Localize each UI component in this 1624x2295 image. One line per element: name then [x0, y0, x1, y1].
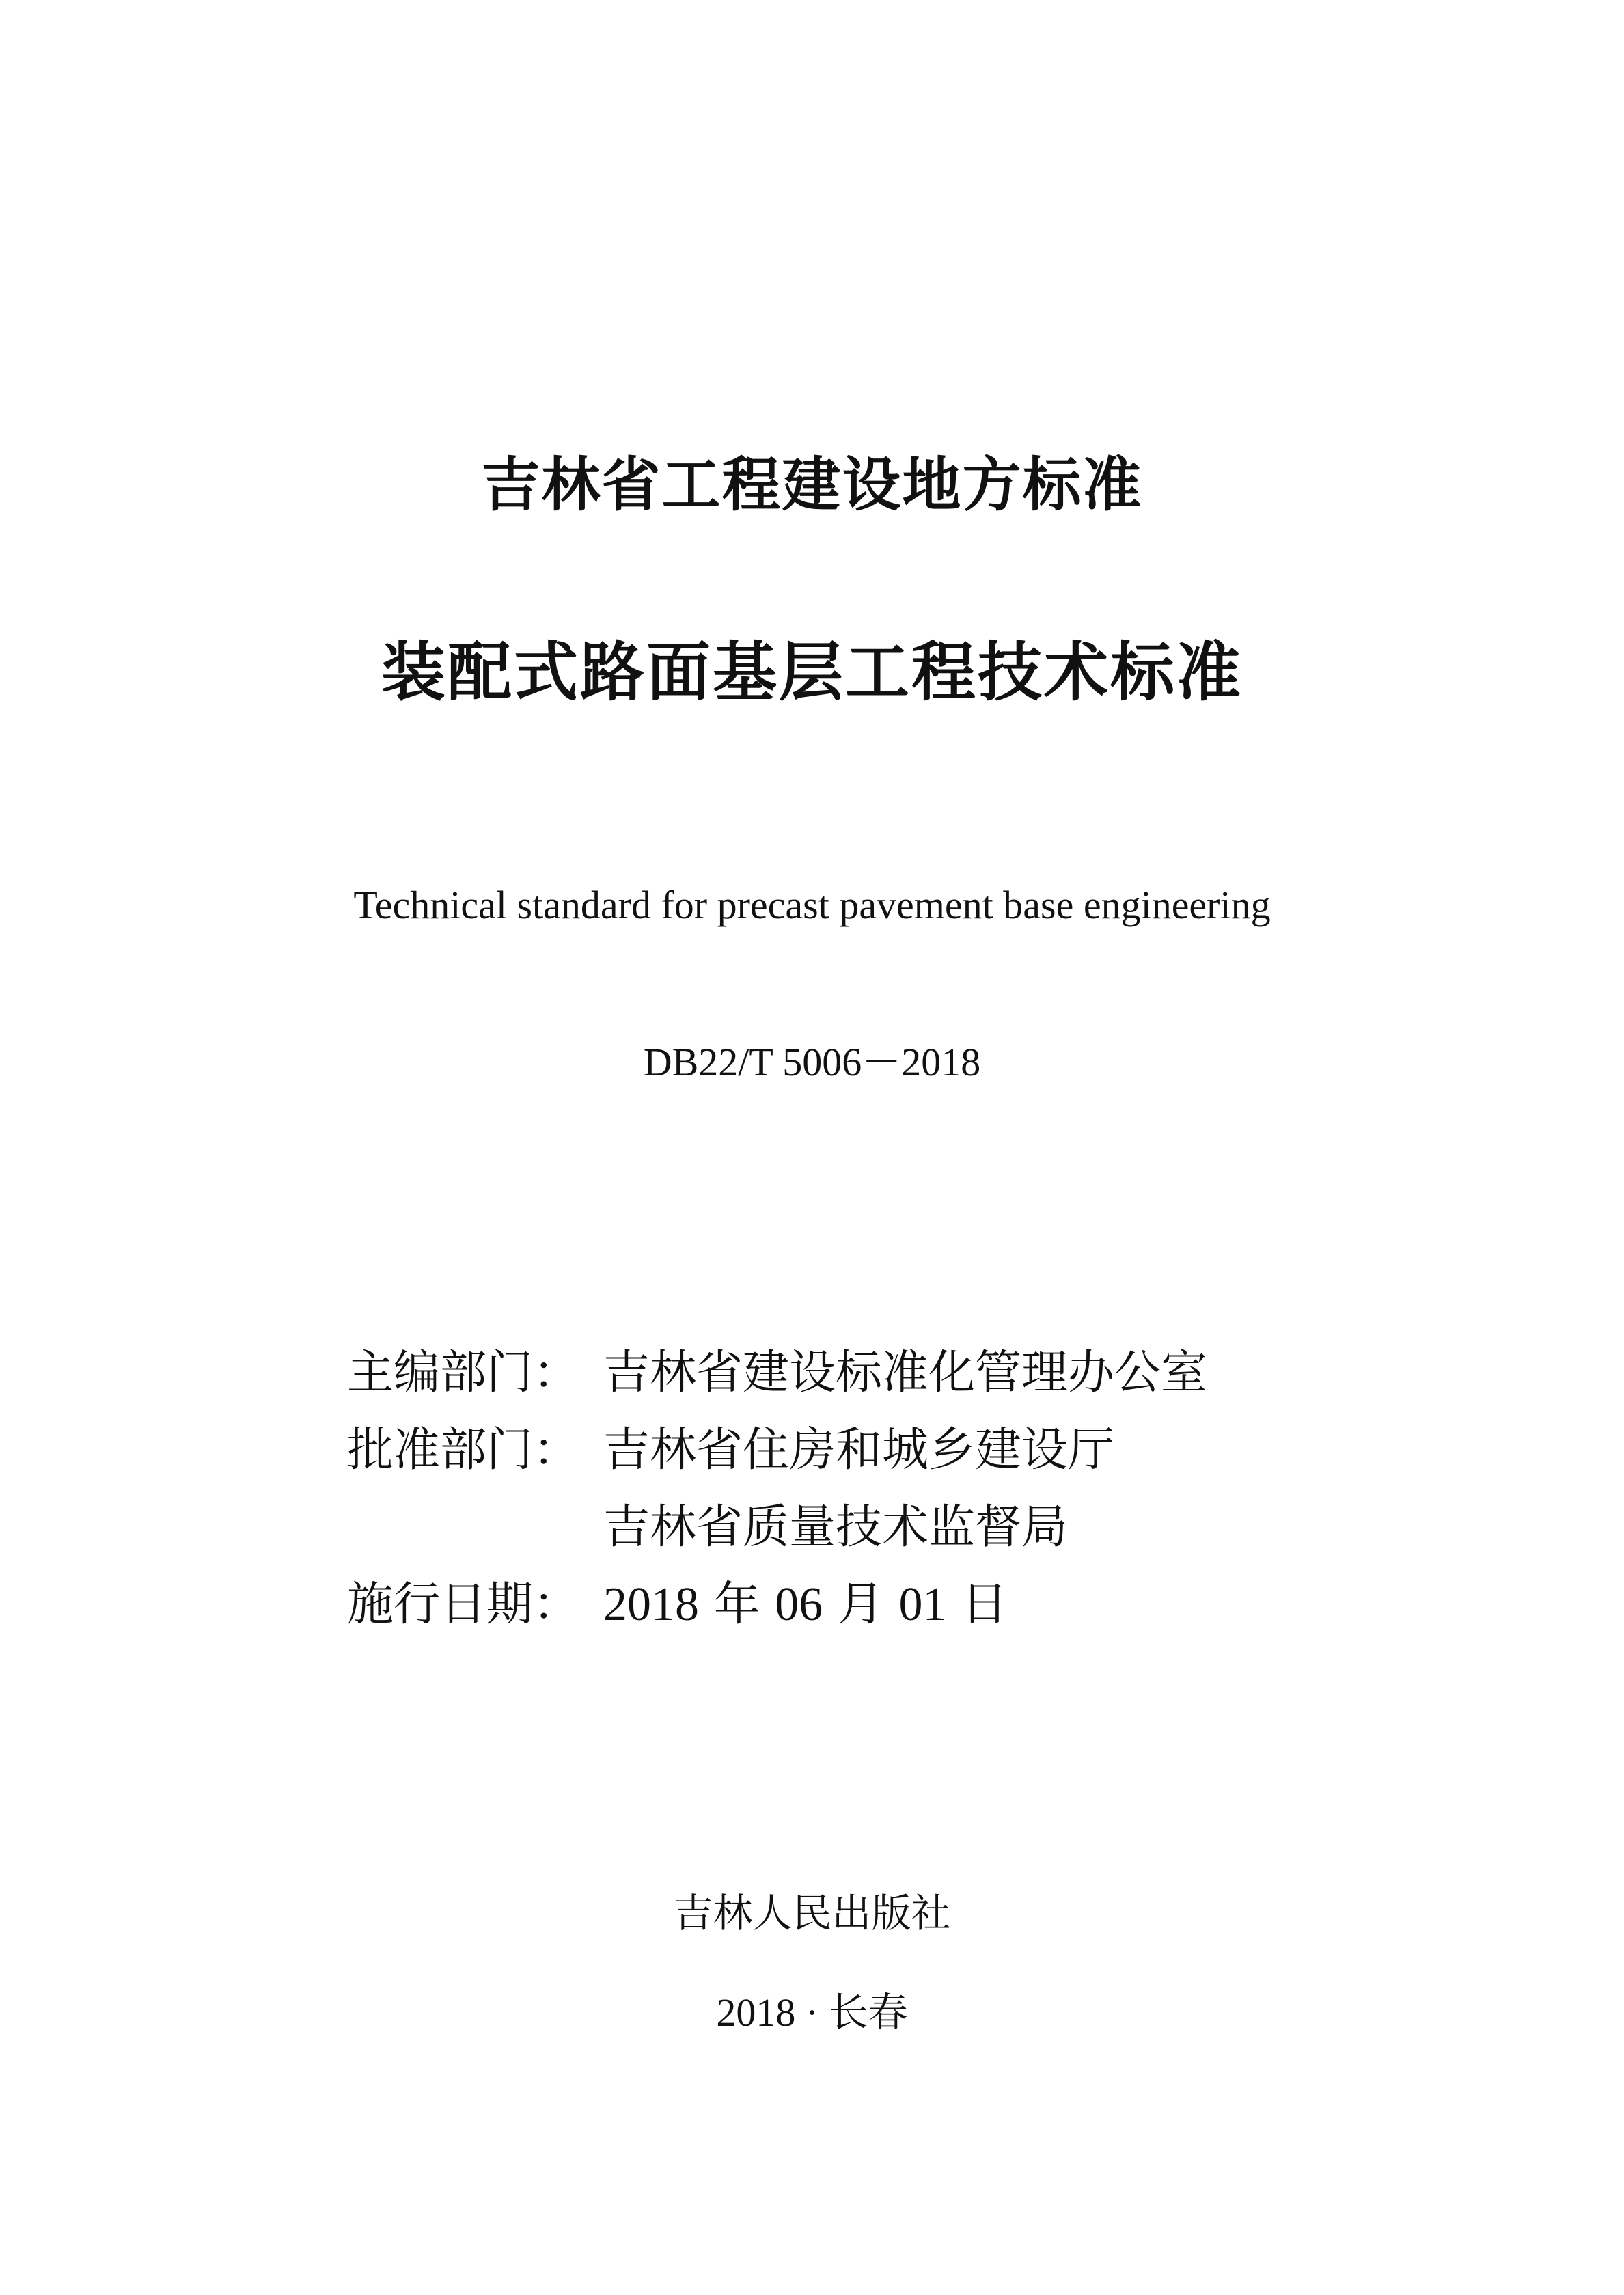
- effective-date-value: [603, 1571, 1008, 1639]
- effective-month: 06: [775, 1578, 823, 1631]
- main-title: 装配式路面基层工程技术标准: [381, 635, 1243, 710]
- english-title: Technical standard for precast pavement base engineering: [353, 883, 1271, 927]
- effective-year: 2018: [603, 1578, 699, 1631]
- standard-code: DB22/T 5006－2018: [643, 1040, 981, 1084]
- approver-value-2: 吉林省质量技术监督局: [603, 1500, 1069, 1554]
- effective-day-unit: 日: [961, 1578, 1008, 1632]
- publication-year-city: [0, 1985, 1624, 2040]
- editor-value: 吉林省建设标准化管理办公室: [603, 1346, 1208, 1400]
- effective-year-unit: 年: [713, 1578, 760, 1632]
- publisher-name: 吉林人民出版社: [673, 1890, 951, 1936]
- approver-value-1: 吉林省住房和城乡建设厅: [603, 1423, 1115, 1477]
- effective-date-row: [347, 1571, 1372, 1648]
- approver-row-2: [347, 1494, 1372, 1571]
- approver-row: [347, 1416, 1372, 1494]
- effective-day: 01: [898, 1578, 947, 1631]
- publication-city: 长春: [828, 1989, 908, 2035]
- effective-date-label: 施行日期：: [347, 1578, 580, 1632]
- publication-year: 2018: [716, 1990, 796, 2035]
- info-block: [347, 1339, 1372, 1648]
- series-title: 吉林省工程建设地方标准: [481, 451, 1143, 519]
- editor-label: 主编部门：: [347, 1346, 580, 1400]
- publication-separator: ·: [805, 1990, 819, 2035]
- effective-month-unit: 月: [837, 1578, 884, 1632]
- editor-row: [347, 1339, 1372, 1416]
- approver-label: 批准部门：: [347, 1423, 580, 1477]
